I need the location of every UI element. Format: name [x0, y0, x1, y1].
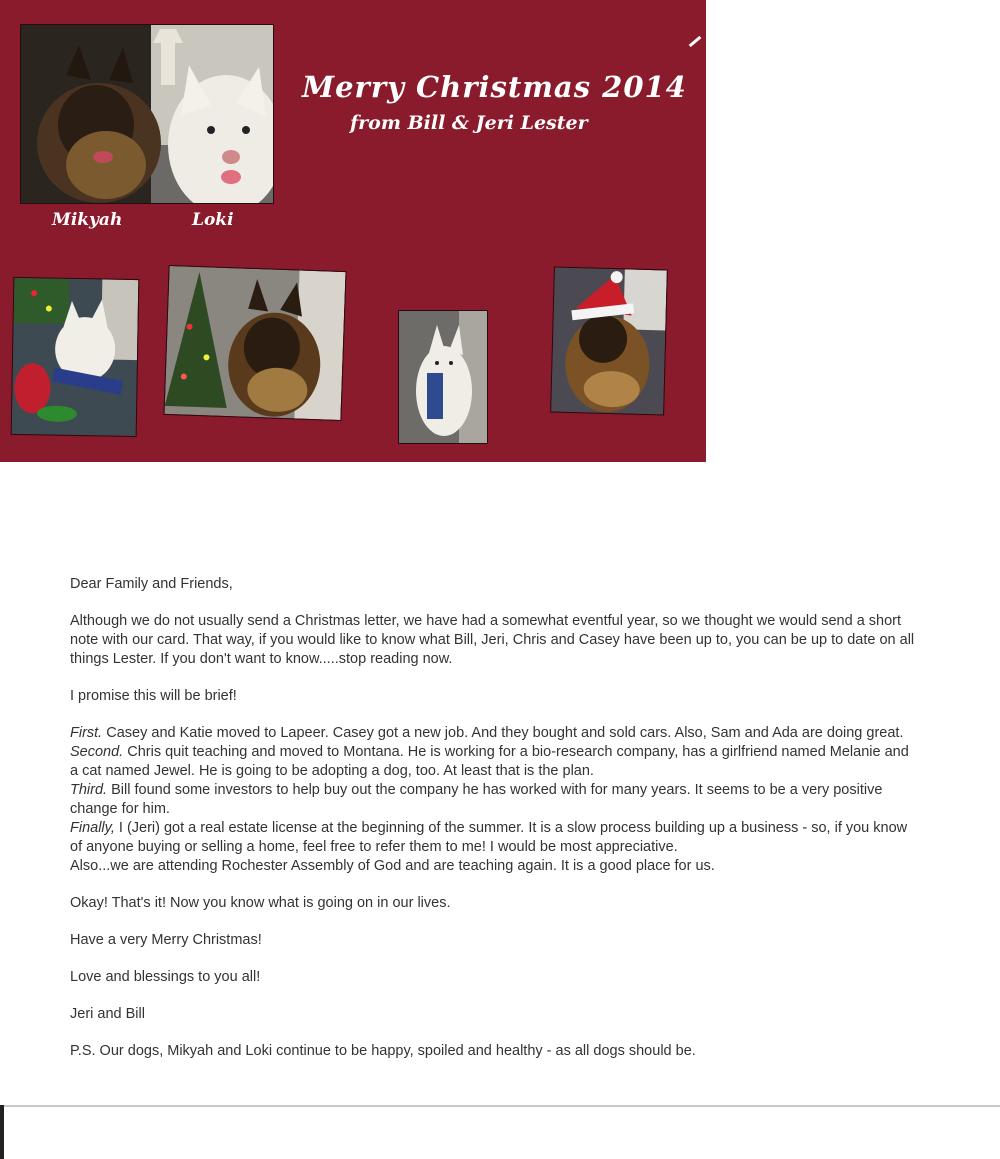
white-dog-image [12, 278, 139, 436]
photo-dog-santa-hat [550, 267, 668, 416]
update-third [70, 781, 920, 819]
letter-greeting: Dear Family and Friends, [70, 576, 233, 592]
letter-intro: Although we do not usually send a Christmas letter, we have had a somewhat eventful year, so we thought we would send a short note with our card. That way, if you would like to know what Bill, Jeri, Chris and Casey have been up to, you can be up to date on all things Lester. If you don't want to know.....stop reading now. [70, 613, 915, 667]
update-text: Chris quit teaching and moved to Montana. He is working for a bio-research company, has a girlfriend named Melanie and a cat named Jewel. He is going to be adopting a dog, too. At least that is the plan. [70, 744, 909, 779]
letter-love: Love and blessings to you all! [70, 969, 261, 985]
update-lead: Finally, [70, 820, 115, 836]
update-finally [70, 819, 920, 857]
pen-mark [689, 36, 702, 47]
white-dog-bandana-image [399, 311, 487, 443]
christmas-card [0, 0, 706, 462]
update-first [70, 724, 920, 743]
scan-edge-corner [0, 1105, 4, 1159]
update-lead: First. [70, 725, 103, 741]
update-text: Bill found some investors to help buy out the company he has worked with for many years. It seems to be a very positive change for him. [70, 782, 883, 817]
letter-signature: Jeri and Bill [70, 1006, 145, 1022]
update-text: I (Jeri) got a real estate license at the beginning of the summer. It is a slow process building up a business - so, if you know of anyone buying or selling a home, feel free to refer them to me! I would be most appreciative. [70, 820, 908, 855]
scan-edge-line [0, 1105, 1000, 1107]
dogs-portrait-image [21, 25, 273, 203]
letter-promise: I promise this will be brief! [70, 688, 237, 704]
caption-loki: Loki [192, 210, 234, 230]
card-title: Merry Christmas 2014 [302, 70, 687, 104]
letter-merry: Have a very Merry Christmas! [70, 932, 262, 948]
photo-white-dog-stocking [11, 277, 140, 437]
card-subtitle: from Bill & Jeri Lester [350, 112, 588, 134]
update-lead: Third. [70, 782, 108, 798]
letter-body [70, 575, 920, 1079]
update-also: Also...we are attending Rochester Assembly of God and are teaching again. It is a good place for us. [70, 858, 715, 874]
caption-mikyah: Mikyah [52, 210, 123, 230]
photo-dark-dog-tree [163, 265, 346, 421]
dark-dog-tree-image [164, 266, 345, 420]
update-second [70, 743, 920, 781]
update-text: Casey and Katie moved to Lapeer. Casey got a new job. And they bought and sold cars. Also, Sam and Ada are doing great. [102, 725, 904, 741]
update-lead: Second. [70, 744, 124, 760]
photo-white-dog-bandana [398, 310, 488, 444]
letter-ps: P.S. Our dogs, Mikyah and Loki continue to be happy, spoiled and healthy - as all dogs should be. [70, 1043, 696, 1059]
dog-santa-hat-image [551, 268, 667, 415]
photo-mikyah-and-loki [20, 24, 274, 204]
letter-updates [70, 724, 920, 876]
letter-okay: Okay! That's it! Now you know what is going on in our lives. [70, 895, 451, 911]
